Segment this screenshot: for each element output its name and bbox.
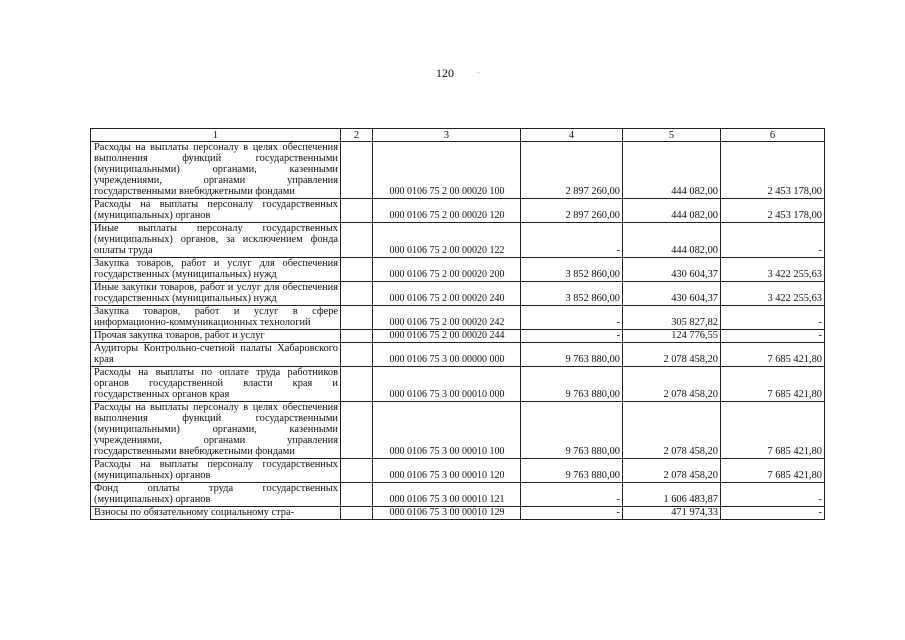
row-value-5: 471 974,33 xyxy=(623,507,721,520)
row-value-4: - xyxy=(521,223,623,258)
row-col2 xyxy=(341,199,373,223)
row-value-5: 430 604,37 xyxy=(623,282,721,306)
row-value-5: 430 604,37 xyxy=(623,258,721,282)
row-code: 000 0106 75 3 00 00010 121 xyxy=(373,483,521,507)
row-code: 000 0106 75 2 00 00020 242 xyxy=(373,306,521,330)
row-col2 xyxy=(341,402,373,459)
row-code: 000 0106 75 3 00 00010 120 xyxy=(373,459,521,483)
page-number: 120 xyxy=(436,66,454,80)
page-mark: - xyxy=(477,68,480,77)
row-value-6: 3 422 255,63 xyxy=(721,282,825,306)
row-name: Иные закупки товаров, работ и услуг для обеспечения государственных (муниципальных) нужд xyxy=(91,282,341,306)
row-value-4: 3 852 860,00 xyxy=(521,258,623,282)
row-value-4: - xyxy=(521,507,623,520)
row-name: Расходы на выплаты персоналу в целях обеспечения выполнения функций государственными (муниципальными) органами, казенными учреждениями, органами управления государственными внебюджетными фондами xyxy=(91,402,341,459)
row-col2 xyxy=(341,507,373,520)
row-name: Иные выплаты персоналу государственных (муниципальных) органов, за исключением фонда оплаты труда xyxy=(91,223,341,258)
row-code: 000 0106 75 2 00 00020 200 xyxy=(373,258,521,282)
row-code: 000 0106 75 3 00 00010 129 xyxy=(373,507,521,520)
row-value-5: 444 082,00 xyxy=(623,199,721,223)
header-row xyxy=(91,129,825,142)
row-col2 xyxy=(341,306,373,330)
row-value-6: - xyxy=(721,306,825,330)
row-code: 000 0106 75 2 00 00020 120 xyxy=(373,199,521,223)
row-name: Взносы по обязательному социальному стра- xyxy=(91,507,341,520)
row-value-6: 2 453 178,00 xyxy=(721,142,825,199)
col-header-5: 5 xyxy=(623,129,721,142)
row-value-6: 3 422 255,63 xyxy=(721,258,825,282)
row-value-4: 3 852 860,00 xyxy=(521,282,623,306)
row-col2 xyxy=(341,258,373,282)
row-name: Расходы на выплаты по оплате труда работников органов государственной власти края и государственных органов края xyxy=(91,367,341,402)
col-header-4: 4 xyxy=(521,129,623,142)
row-value-4: - xyxy=(521,483,623,507)
row-name: Прочая закупка товаров, работ и услуг xyxy=(91,330,341,343)
row-code: 000 0106 75 2 00 00020 122 xyxy=(373,223,521,258)
row-value-4: 2 897 260,00 xyxy=(521,142,623,199)
row-code: 000 0106 75 2 00 00020 244 xyxy=(373,330,521,343)
row-name: Закупка товаров, работ и услуг для обеспечения государственных (муниципальных) нужд xyxy=(91,258,341,282)
row-value-4: 9 763 880,00 xyxy=(521,343,623,367)
row-code: 000 0106 75 3 00 00010 100 xyxy=(373,402,521,459)
table-row xyxy=(91,142,825,199)
budget-table xyxy=(90,128,825,520)
row-value-6: 7 685 421,80 xyxy=(721,402,825,459)
row-value-4: 9 763 880,00 xyxy=(521,459,623,483)
row-value-6: - xyxy=(721,483,825,507)
row-value-6: - xyxy=(721,507,825,520)
row-code: 000 0106 75 3 00 00000 000 xyxy=(373,343,521,367)
row-value-5: 2 078 458,20 xyxy=(623,402,721,459)
row-name: Расходы на выплаты персоналу государственных (муниципальных) органов xyxy=(91,199,341,223)
table-row xyxy=(91,330,825,343)
row-value-5: 305 827,82 xyxy=(623,306,721,330)
row-col2 xyxy=(341,330,373,343)
row-value-6: - xyxy=(721,330,825,343)
row-value-5: 2 078 458,20 xyxy=(623,459,721,483)
row-col2 xyxy=(341,483,373,507)
row-value-5: 2 078 458,20 xyxy=(623,367,721,402)
col-header-2: 2 xyxy=(341,129,373,142)
row-value-5: 444 082,00 xyxy=(623,223,721,258)
row-value-4: 9 763 880,00 xyxy=(521,402,623,459)
table-row xyxy=(91,459,825,483)
table-row xyxy=(91,306,825,330)
table-row xyxy=(91,507,825,520)
row-value-6: 7 685 421,80 xyxy=(721,459,825,483)
row-value-5: 1 606 483,87 xyxy=(623,483,721,507)
row-name: Расходы на выплаты персоналу в целях обеспечения выполнения функций государственными (муниципальными) органами, казенными учреждениями, органами управления государственными внебюджетными фондами xyxy=(91,142,341,199)
col-header-1: 1 xyxy=(91,129,341,142)
row-col2 xyxy=(341,282,373,306)
row-value-6: 7 685 421,80 xyxy=(721,343,825,367)
col-header-3: 3 xyxy=(373,129,521,142)
row-value-5: 444 082,00 xyxy=(623,142,721,199)
row-name: Расходы на выплаты персоналу государственных (муниципальных) органов xyxy=(91,459,341,483)
row-value-6: - xyxy=(721,223,825,258)
table-row xyxy=(91,258,825,282)
table-row xyxy=(91,402,825,459)
col-header-6: 6 xyxy=(721,129,825,142)
row-name: Аудиторы Контрольно-счетной палаты Хабаровского края xyxy=(91,343,341,367)
row-col2 xyxy=(341,459,373,483)
row-value-4: 2 897 260,00 xyxy=(521,199,623,223)
table-row xyxy=(91,199,825,223)
row-value-4: - xyxy=(521,330,623,343)
table-row xyxy=(91,367,825,402)
row-name: Закупка товаров, работ и услуг в сфере информационно-коммуникационных технологий xyxy=(91,306,341,330)
row-col2 xyxy=(341,223,373,258)
table-row xyxy=(91,282,825,306)
row-col2 xyxy=(341,367,373,402)
row-code: 000 0106 75 2 00 00020 240 xyxy=(373,282,521,306)
row-value-6: 2 453 178,00 xyxy=(721,199,825,223)
table-row xyxy=(91,483,825,507)
row-col2 xyxy=(341,142,373,199)
row-value-5: 124 776,55 xyxy=(623,330,721,343)
row-col2 xyxy=(341,343,373,367)
row-code: 000 0106 75 3 00 00010 000 xyxy=(373,367,521,402)
row-value-6: 7 685 421,80 xyxy=(721,367,825,402)
row-code: 000 0106 75 2 00 00020 100 xyxy=(373,142,521,199)
row-value-4: 9 763 880,00 xyxy=(521,367,623,402)
row-value-5: 2 078 458,20 xyxy=(623,343,721,367)
table-row xyxy=(91,343,825,367)
table-row xyxy=(91,223,825,258)
row-value-4: - xyxy=(521,306,623,330)
row-name: Фонд оплаты труда государственных (муниципальных) органов xyxy=(91,483,341,507)
